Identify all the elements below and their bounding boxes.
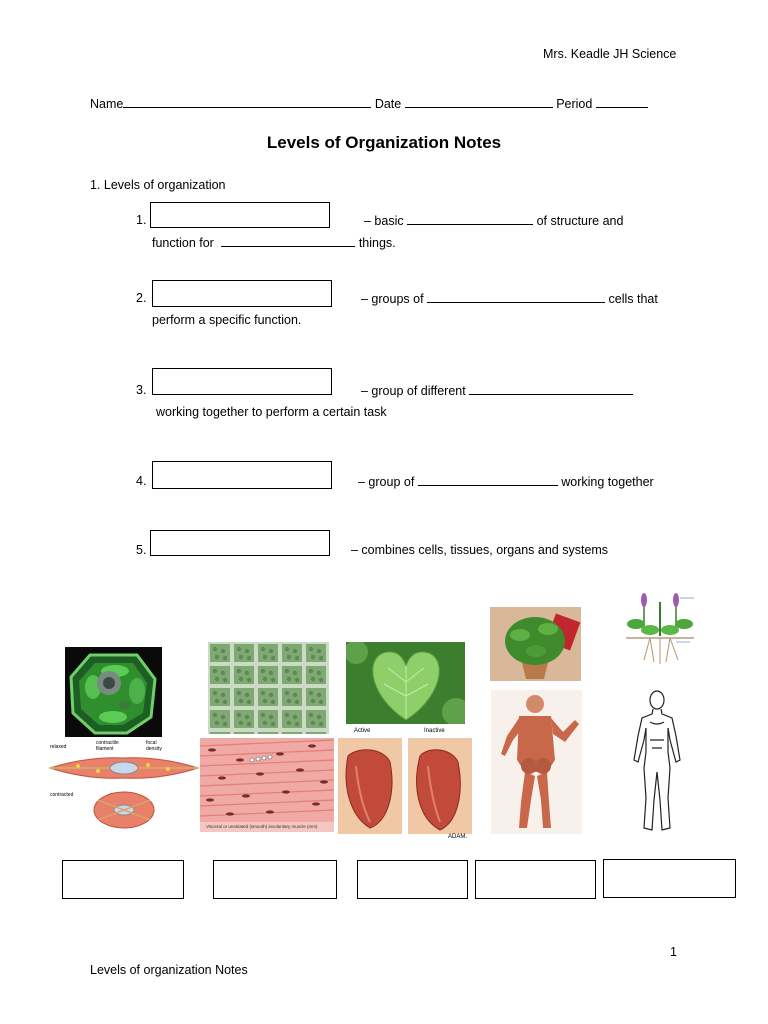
plant-system-image xyxy=(620,590,700,670)
active-label: Active xyxy=(354,728,371,734)
muscular-system-image xyxy=(491,690,582,834)
item-2-blank-a[interactable] xyxy=(427,290,605,303)
period-blank[interactable] xyxy=(596,95,648,108)
item-4-line1 xyxy=(358,473,654,490)
section-heading: 1. Levels of organization xyxy=(90,178,226,192)
item-5-number: 5. xyxy=(136,543,147,557)
contracted-label: contracted xyxy=(50,792,74,798)
item-1-blank-b[interactable] xyxy=(221,234,355,247)
item-1-blank-a[interactable] xyxy=(407,212,533,225)
item-3-blank-a[interactable] xyxy=(469,382,633,395)
item-4-number: 4. xyxy=(136,474,147,488)
item-1-number: 1. xyxy=(136,213,147,227)
item-1-text-b: of structure and xyxy=(536,214,624,228)
relaxed-label: relaxed xyxy=(50,744,67,750)
potted-plant-image xyxy=(490,607,581,681)
footer-label: Levels of organization Notes xyxy=(90,963,248,977)
item-3-number: 3. xyxy=(136,383,147,397)
item-2-line1 xyxy=(361,290,658,307)
human-organism-image xyxy=(626,688,688,838)
answer-box-cell[interactable] xyxy=(62,860,184,899)
contractile-label: contractile filament xyxy=(96,740,119,752)
item-1-text-c: function for xyxy=(152,236,214,250)
item-2-text-a: – groups of xyxy=(361,292,424,306)
smooth-muscle-tissue-image xyxy=(200,738,334,832)
item-1-answer-box[interactable] xyxy=(150,202,330,228)
plant-cell-image xyxy=(65,647,162,737)
item-5-answer-box[interactable] xyxy=(150,530,330,556)
item-1-line1 xyxy=(364,212,623,229)
date-blank[interactable] xyxy=(405,95,553,108)
item-4-answer-box[interactable] xyxy=(152,461,332,489)
item-3-line1 xyxy=(361,382,633,399)
item-3-line2: working together to perform a certain task xyxy=(156,405,387,419)
teacher-header: Mrs. Keadle JH Science xyxy=(543,47,677,61)
leaf-image xyxy=(346,642,465,724)
inactive-label: Inactive xyxy=(424,728,445,734)
item-2-number: 2. xyxy=(136,291,147,305)
smooth-muscle-caption: Visceral or unstriated (smooth) involuntary muscle (mm) xyxy=(206,824,318,829)
item-2-line2: perform a specific function. xyxy=(152,313,302,327)
plant-tissue-image xyxy=(208,642,329,734)
answer-box-organism[interactable] xyxy=(603,859,736,898)
item-4-text-b: working together xyxy=(561,475,654,489)
name-blank[interactable] xyxy=(123,95,371,108)
date-label: Date xyxy=(374,97,402,111)
item-1-line2 xyxy=(152,234,396,251)
item-1-text-d: things. xyxy=(358,236,396,250)
item-2-text-b: cells that xyxy=(608,292,658,306)
period-label: Period xyxy=(556,97,593,111)
item-5-line1: – combines cells, tissues, organs and systems xyxy=(351,543,609,557)
answer-box-organ-system[interactable] xyxy=(475,860,596,899)
page-number: 1 xyxy=(670,945,677,959)
name-label: Name xyxy=(90,97,124,111)
item-3-answer-box[interactable] xyxy=(152,368,332,395)
item-2-answer-box[interactable] xyxy=(152,280,332,307)
item-1-text-a: – basic xyxy=(364,214,404,228)
focal-density-label: focal density xyxy=(146,740,162,752)
answer-box-organ[interactable] xyxy=(357,860,468,899)
adam-label: ADAM. xyxy=(448,834,468,840)
muscle-active-inactive-image xyxy=(336,726,478,844)
answer-box-tissue[interactable] xyxy=(213,860,337,899)
item-3-text-a: – group of different xyxy=(361,384,466,398)
info-line xyxy=(90,95,648,112)
item-4-blank-a[interactable] xyxy=(418,473,558,486)
page-title: Levels of Organization Notes xyxy=(266,133,502,152)
item-4-text-a: – group of xyxy=(358,475,415,489)
smooth-muscle-cell-diagram xyxy=(48,738,200,832)
